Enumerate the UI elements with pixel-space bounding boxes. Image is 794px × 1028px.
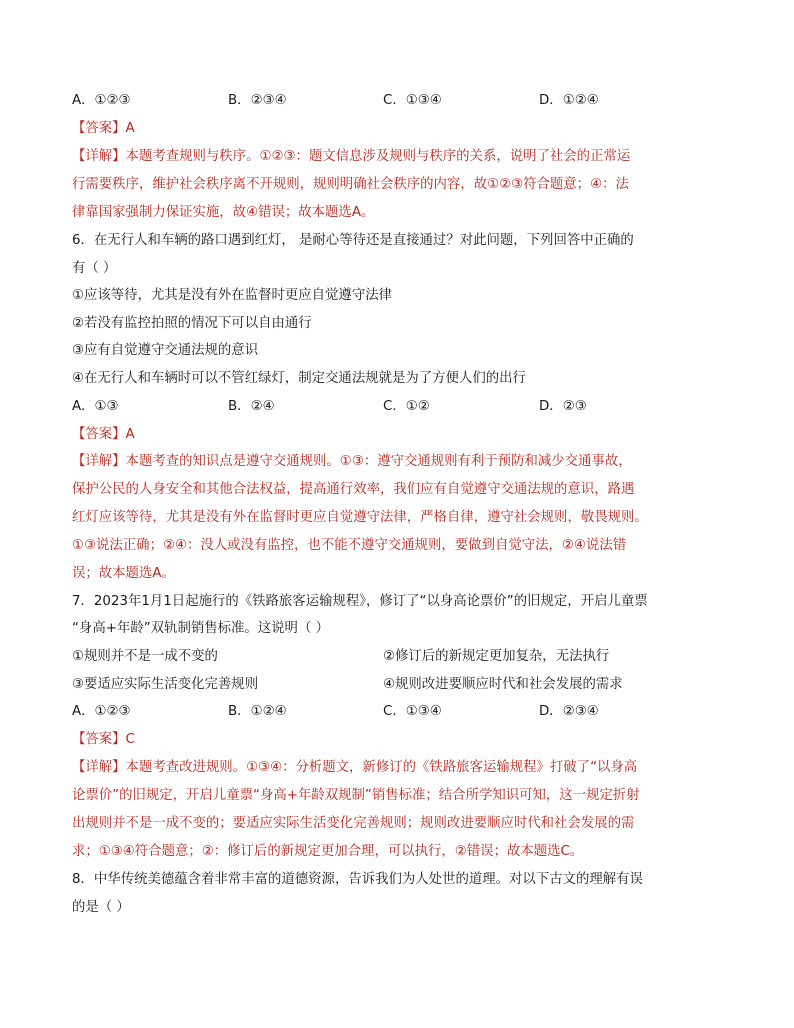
q7-statement-row [72,648,732,666]
q7-statement: ②修订后的新规定更加复杂，无法执行 [383,649,610,664]
q5-option-d: D．①②④ [539,93,599,108]
q5-options [72,92,732,110]
q7-explain-line: 出规则并不是一成不变的；要适应实际生活变化完善规则；规则改进要顺应时代和社会发展的需 [72,816,635,831]
q6-statement: ④在无行人和车辆时可以不管红绿灯，制定交通法规就是为了方便人们的出行 [72,371,526,386]
q5-explain-line: 行需要秩序，维护社会秩序离不开规则，规则明确社会秩序的内容，故①②③符合题意；④：法 [72,177,629,192]
q7-option-a: A．①②③ [72,704,131,719]
q6-statement: ②若没有监控拍照的情况下可以自由通行 [72,316,312,331]
q8-stem-line: 8．中华传统美德蕴含着非常丰富的道德资源，告诉我们为人处世的道理。对以下古文的理解有误 [72,872,643,887]
q5-option-c: C．①③④ [383,93,442,108]
q6-explain-line: ①③说法正确；②④：没人或没有监控，也不能不遵守交通规则，要做到自觉守法，②④说法错 [72,538,627,553]
q6-explain-line: 保护公民的人身安全和其他合法权益，提高通行效率，我们应有自觉遵守交通法规的意识，路遇 [72,482,635,497]
q6-explain-line: 红灯应该等待，尤其是没有外在监督时更应自觉遵守法律，严格自律，遵守社会规则，敬畏规则。 [72,510,648,525]
q5-explain-line: 【详解】本题考查规则与秩序。①②③：题文信息涉及规则与秩序的关系，说明了社会的正常运 [72,149,631,164]
q6-statement: ①应该等待，尤其是没有外在监督时更应自觉遵守法律 [72,288,392,303]
q7-option-c: C．①③④ [383,704,442,719]
q6-stem-line: 6．在无行人和车辆的路口遇到红灯， 是耐心等待还是直接通过？对此问题，下列回答中正确的 [72,233,634,248]
q8-stem-line: 的是（ ） [72,900,130,915]
q6-statement: ③应有自觉遵守交通法规的意识 [72,343,259,358]
q6-explain-line: 误；故本题选A。 [72,566,175,581]
q5-answer: 【答案】A [72,121,135,136]
q7-statement-row [72,676,732,694]
q7-stem-line: “身高+年龄”双轨制销售标准。这说明（ ） [72,621,329,636]
q7-stem-line: 7．2023年1月1日起施行的《铁路旅客运输规程》，修订了“以身高论票价”的旧规定，开启儿童票 [72,594,648,609]
q7-option-b: B．①②④ [228,704,287,719]
q7-answer: 【答案】C [72,732,135,747]
q6-option-b: B．②④ [228,399,275,414]
q7-statement: ①规则并不是一成不变的 [72,649,218,664]
q7-option-d: D．②③④ [539,704,599,719]
q5-option-b: B．②③④ [228,93,287,108]
q6-option-a: A．①③ [72,399,119,414]
q7-explain-line: 【详解】本题考查改进规则。①③④：分析题文，新修订的《铁路旅客运输规程》打破了“以身高 [72,760,638,775]
q6-answer: 【答案】A [72,427,135,442]
q7-statement: ④规则改进要顺应时代和社会发展的需求 [383,677,623,692]
q6-explain-line: 【详解】本题考查的知识点是遵守交通规则。①③：遵守交通规则有利于预防和减少交通事故， [72,454,632,469]
q6-option-d: D．②③ [539,399,587,414]
q5-option-a: A．①②③ [72,93,131,108]
q7-explain-line: 论票价”的旧规定，开启儿童票“身高+年龄双规制”销售标准；结合所学知识可知，这一规定折射 [72,788,640,803]
q6-stem-line: 有（ ） [72,261,117,276]
q6-option-c: C．①② [383,399,430,414]
q7-statement: ③要适应实际生活变化完善规则 [72,677,259,692]
q7-options [72,703,732,721]
q6-options [72,398,732,416]
q5-explain-line: 律靠国家强制力保证实施，故④错误；故本题选A。 [72,205,375,220]
q7-explain-line: 求；①③④符合题意；②：修订后的新规定更加合理，可以执行，②错误；故本题选C。 [72,844,584,859]
